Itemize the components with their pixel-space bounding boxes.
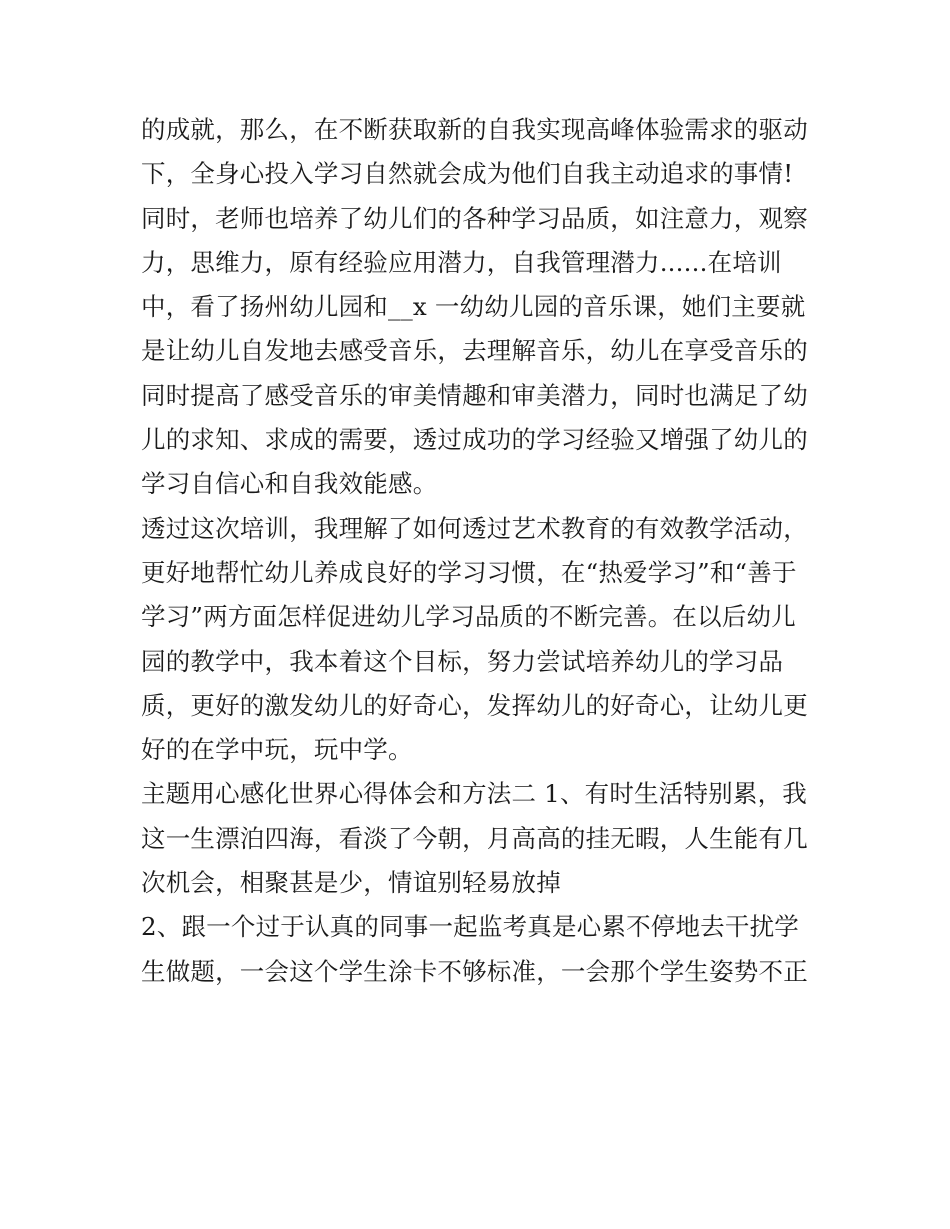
text-line: 更好地帮忙幼儿养成良好的学习习惯，在“热爱学习”和“善于 xyxy=(141,557,797,587)
text-line: 下，全身心投入学习自然就会成为他们自我主动追求的事情! xyxy=(141,159,794,189)
text-line: 的成就，那么，在不断获取新的自我实现高峰体验需求的驱动 xyxy=(141,115,808,144)
text-line: 学习自信心和自我效能感。 xyxy=(141,469,438,499)
text-line: 园的教学中，我本着这个目标，努力尝试培养幼儿的学习品 xyxy=(141,646,784,676)
text-line: 学习”两方面怎样促进幼儿学习品质的不断完善。在以后幼儿 xyxy=(141,602,796,632)
text-line: 透过这次培训，我理解了如何透过艺术教育的有效教学活动， xyxy=(141,513,808,543)
text-line: 力，思维力，原有经验应用潜力，自我管理潜力......在培训 xyxy=(141,247,782,277)
text-line: 次机会，相聚甚是少，情谊别轻易放掉 xyxy=(141,868,561,898)
text-line: 儿的求知、求成的需要，透过成功的学习经验又增强了幼儿的 xyxy=(141,425,808,455)
document-body xyxy=(141,108,821,994)
text-line: 质，更好的激发幼儿的好奇心，发挥幼儿的好奇心，让幼儿更 xyxy=(141,690,808,720)
text-line: 同时，老师也培养了幼儿们的各种学习品质，如注意力，观察 xyxy=(141,203,808,233)
text-line: 这一生漂泊四海，看淡了今朝，月高高的挂无暇，人生能有几 xyxy=(141,823,808,853)
text-line: 好的在学中玩，玩中学。 xyxy=(141,735,413,765)
text-line: 中，看了扬州幼儿园和__x 一幼幼儿园的音乐课，她们主要就 xyxy=(141,292,806,322)
text-line: 生做题，一会这个学生涂卡不够标准，一会那个学生姿势不正 xyxy=(141,956,808,986)
text-line: 是让幼儿自发地去感受音乐，去理解音乐，幼儿在享受音乐的 xyxy=(141,336,808,366)
text-line: 同时提高了感受音乐的审美情趣和审美潜力，同时也满足了幼 xyxy=(141,380,808,410)
text-line: 主题用心感化世界心得体会和方法二 1、有时生活特别累，我 xyxy=(141,779,807,809)
text-line: 2、跟一个过于认真的同事一起监考真是心累不停地去干扰学 xyxy=(141,912,799,942)
